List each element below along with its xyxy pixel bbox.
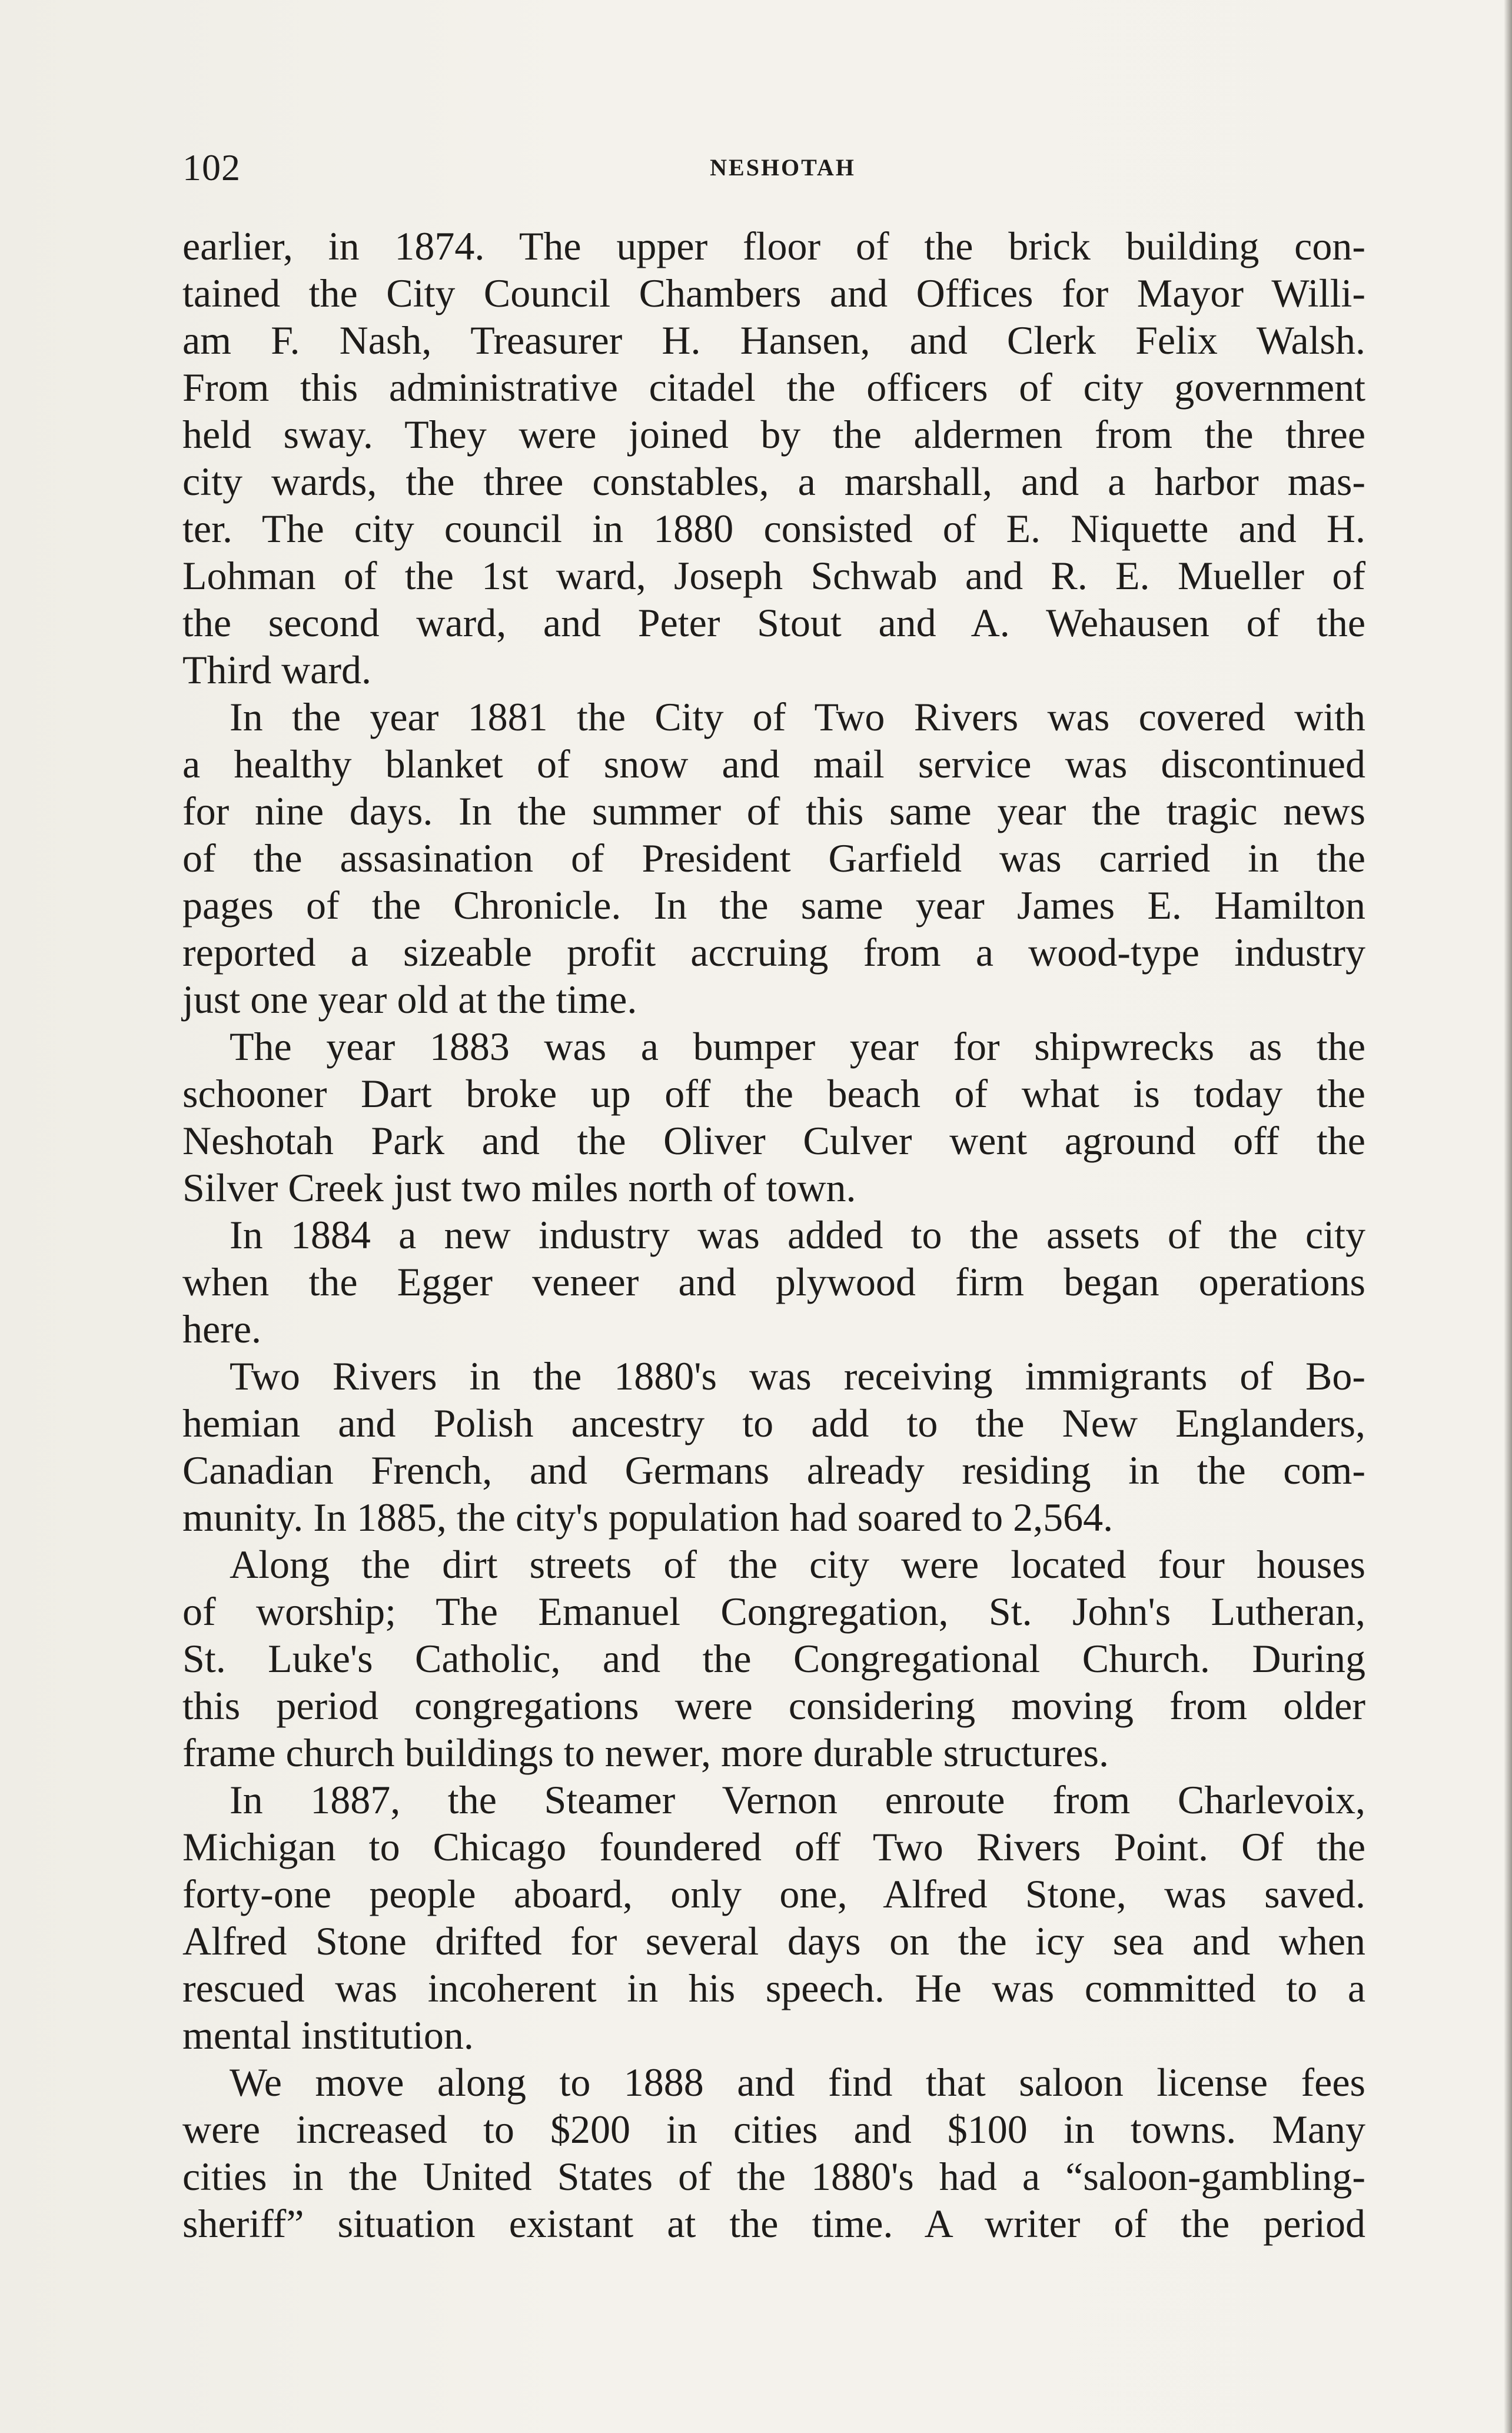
- text-line: Along the dirt streets of the city were located four houses: [230, 1542, 1365, 1587]
- text-line: In 1887, the Steamer Vernon enroute from Charlevoix,: [230, 1777, 1365, 1822]
- text-line: pages of the Chronicle. In the same year James E. Hamilton: [182, 883, 1365, 928]
- text-line: munity. In 1885, the city's population had soared to 2,564.: [182, 1495, 1114, 1540]
- text-line: Lohman of the 1st ward, Joseph Schwab and R. E. Mueller of: [182, 553, 1365, 598]
- text-line: rescued was incoherent in his speech. He was committed to a: [182, 1966, 1365, 2010]
- text-line: hemian and Polish ancestry to add to the New Englanders,: [182, 1401, 1365, 1445]
- text-line: In 1884 a new industry was added to the assets of the city: [230, 1212, 1365, 1257]
- text-line: Silver Creek just two miles north of town.: [182, 1165, 856, 1210]
- paragraph: [182, 1023, 1365, 1211]
- paragraph: [182, 1352, 1365, 1541]
- text-line: just one year old at the time.: [182, 977, 637, 1022]
- paragraph: [182, 1776, 1365, 2059]
- text-line: frame church buildings to newer, more durable structures.: [182, 1730, 1109, 1775]
- text-line: Canadian French, and Germans already residing in the com-: [182, 1448, 1365, 1493]
- text-line: here.: [182, 1307, 262, 1351]
- text-line: of the assasination of President Garfield was carried in the: [182, 836, 1365, 880]
- text-line: am F. Nash, Treasurer H. Hansen, and Clerk Felix Walsh.: [182, 318, 1365, 363]
- text-line: reported a sizeable profit accruing from a wood-type industry: [182, 930, 1365, 975]
- paragraph: [182, 222, 1365, 693]
- text-line: From this administrative citadel the officers of city government: [182, 365, 1365, 410]
- text-line: Neshotah Park and the Oliver Culver went aground off the: [182, 1118, 1365, 1163]
- text-line: St. Luke's Catholic, and the Congregational Church. During: [182, 1636, 1365, 1681]
- text-line: Two Rivers in the 1880's was receiving immigrants of Bo-: [230, 1354, 1365, 1398]
- text-line: sheriff” situation existant at the time. A writer of the period: [182, 2201, 1365, 2246]
- text-line: The year 1883 was a bumper year for shipwrecks as the: [230, 1024, 1365, 1069]
- page-edge-shadow: [1504, 0, 1512, 2433]
- text-line: mental institution.: [182, 2013, 474, 2058]
- text-line: In the year 1881 the City of Two Rivers was covered with: [230, 694, 1365, 739]
- text-line: were increased to $200 in cities and $100 in towns. Many: [182, 2107, 1365, 2152]
- text-line: of worship; The Emanuel Congregation, St. John's Lutheran,: [182, 1589, 1365, 1634]
- paragraph: [182, 2059, 1365, 2247]
- text-line: the second ward, and Peter Stout and A. Wehausen of the: [182, 600, 1365, 645]
- text-line: Alfred Stone drifted for several days on the icy sea and when: [182, 1919, 1365, 1963]
- text-line: schooner Dart broke up off the beach of what is today the: [182, 1071, 1365, 1116]
- paragraph: [182, 1541, 1365, 1776]
- page-number: 102: [182, 147, 241, 188]
- text-line: for nine days. In the summer of this same year the tragic news: [182, 789, 1365, 833]
- text-line: this period congregations were considering moving from older: [182, 1683, 1365, 1728]
- running-title: NESHOTAH: [710, 154, 856, 181]
- text-line: ter. The city council in 1880 consisted of E. Niquette and H.: [182, 506, 1365, 551]
- text-line: cities in the United States of the 1880's had a “saloon-gambling-: [182, 2154, 1365, 2199]
- text-line: earlier, in 1874. The upper floor of the brick building con-: [182, 224, 1365, 268]
- text-line: tained the City Council Chambers and Offices for Mayor Willi-: [182, 271, 1365, 315]
- paragraph: [182, 1211, 1365, 1352]
- text-line: city wards, the three constables, a marshall, and a harbor mas-: [182, 459, 1365, 504]
- text-line: Third ward.: [182, 647, 372, 692]
- text-line: Michigan to Chicago foundered off Two Rivers Point. Of the: [182, 1824, 1365, 1869]
- text-line: held sway. They were joined by the aldermen from the three: [182, 412, 1365, 457]
- text-line: forty-one people aboard, only one, Alfred Stone, was saved.: [182, 1872, 1365, 1916]
- body-text: [182, 222, 1365, 2247]
- running-head: [182, 135, 1365, 200]
- text-line: We move along to 1888 and find that saloon license fees: [230, 2060, 1365, 2105]
- text-line: when the Egger veneer and plywood firm began operations: [182, 1259, 1365, 1304]
- text-line: a healthy blanket of snow and mail service was discontinued: [182, 742, 1365, 786]
- paragraph: [182, 693, 1365, 1023]
